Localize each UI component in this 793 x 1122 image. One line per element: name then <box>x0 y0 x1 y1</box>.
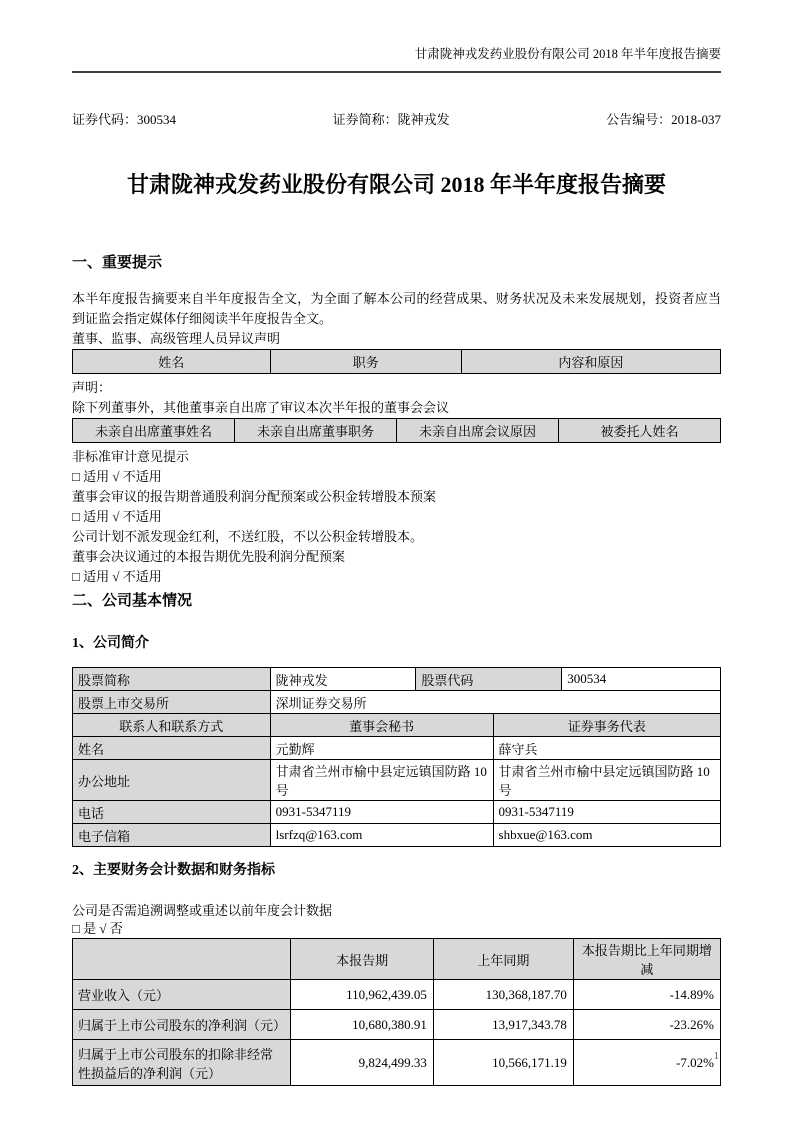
financial-heading: 2、主要财务会计数据和财务指标 <box>72 863 275 878</box>
financial-table-header-row <box>73 939 721 980</box>
table-header-cell: 董事会秘书 <box>270 714 493 737</box>
page-number: 1 <box>713 1050 719 1062</box>
intro-paragraph: 本半年度报告摘要来自半年度报告全文，为全面了解本公司的经营成果、财务状况及未来发展规划，投资者应当到证监会指定媒体仔细阅读半年度报告全文。 <box>72 291 721 326</box>
table-label-cell: 办公地址 <box>73 760 271 801</box>
table-value-cell: 甘肃省兰州市榆中县定远镇国防路 10 号 <box>270 760 493 801</box>
table-row <box>73 1010 721 1040</box>
table-value-cell: 130,368,187.70 <box>433 980 573 1010</box>
table-header-cell: 本报告期 <box>291 939 434 980</box>
table-header-cell: 本报告期比上年同期增减 <box>573 939 720 980</box>
table-value-cell: 9,824,499.33 <box>291 1040 434 1086</box>
table-value-cell: -23.26% <box>573 1010 720 1040</box>
table-value-cell: 13,917,343.78 <box>433 1010 573 1040</box>
table-row <box>73 760 721 801</box>
table-value-cell: 10,680,380.91 <box>291 1010 434 1040</box>
table-value-cell: 薛守兵 <box>493 737 720 760</box>
table-row <box>73 714 721 737</box>
table-row <box>73 1040 721 1086</box>
running-header-text: 甘肃陇神戎发药业股份有限公司 2018 年半年度报告摘要 <box>414 47 721 61</box>
table-value-cell: 300534 <box>562 668 721 691</box>
table-header-cell: 联系人和联系方式 <box>73 714 271 737</box>
table-label-cell: 归属于上市公司股东的扣除非经常性损益后的净利润（元） <box>73 1040 291 1086</box>
table-value-cell: shbxue@163.com <box>493 824 720 847</box>
table-value-cell: 甘肃省兰州市榆中县定远镇国防路 10 号 <box>493 760 720 801</box>
section1-heading: 一、重要提示 <box>72 255 163 271</box>
table-value-cell: 陇神戎发 <box>270 668 416 691</box>
table-row <box>73 737 721 760</box>
page-header <box>72 0 721 73</box>
dissent-statement-label: 董事、监事、高级管理人员异议声明 <box>72 331 281 346</box>
table-label-cell: 归属于上市公司股东的净利润（元） <box>73 1010 291 1040</box>
restatement-question: 公司是否需追溯调整或重述以前年度会计数据 <box>72 903 333 918</box>
table-header-cell: 未亲自出席董事职务 <box>235 419 397 443</box>
table-label-cell: 营业收入（元） <box>73 980 291 1010</box>
table-row <box>73 691 721 714</box>
table-label-cell: 电话 <box>73 801 271 824</box>
yes-no-choice: □ 是 √ 否 <box>72 921 123 936</box>
absence-table <box>72 418 721 443</box>
applicable-choice: □ 适用 √ 不适用 <box>72 509 162 524</box>
table-value-cell: 元勤辉 <box>270 737 493 760</box>
table-label-cell: 股票代码 <box>416 668 562 691</box>
table-header-cell: 未亲自出席董事姓名 <box>73 419 235 443</box>
dividend-plan-label: 董事会审议的报告期普通股利润分配预案或公积金转增股本预案 <box>72 489 437 504</box>
non-standard-audit-label: 非标准审计意见提示 <box>72 449 190 464</box>
table-label-cell: 电子信箱 <box>73 824 271 847</box>
dissent-table <box>72 349 721 374</box>
document-content <box>72 0 721 1086</box>
table-label-cell: 姓名 <box>73 737 271 760</box>
document-title: 甘肃陇神戎发药业股份有限公司 2018 年半年度报告摘要 <box>126 172 666 197</box>
applicable-choice: □ 适用 √ 不适用 <box>72 469 162 484</box>
meta-row <box>72 111 721 128</box>
announcement-number: 公告编号：2018-037 <box>606 112 721 127</box>
table-value-cell: 深圳证券交易所 <box>270 691 720 714</box>
table-row <box>73 824 721 847</box>
financial-indicators-table <box>72 938 721 1086</box>
table-header-cell: 证券事务代表 <box>493 714 720 737</box>
table-value-cell: 110,962,439.05 <box>291 980 434 1010</box>
dividend-note: 公司计划不派发现金红利，不送红股，不以公积金转增股本。 <box>72 529 424 544</box>
table-header-cell: 未亲自出席会议原因 <box>397 419 559 443</box>
table-header-cell: 姓名 <box>73 350 271 374</box>
table-value-cell: -14.89% <box>573 980 720 1010</box>
table-value-cell: -7.02% <box>573 1040 720 1086</box>
statement-label: 声明： <box>72 380 112 395</box>
table-header-cell: 内容和原因 <box>461 350 720 374</box>
table-value-cell: 0931-5347119 <box>493 801 720 824</box>
preferred-dividend-label: 董事会决议通过的本报告期优先股利润分配预案 <box>72 549 346 564</box>
profile-heading: 1、公司简介 <box>72 636 149 651</box>
table-row <box>73 980 721 1010</box>
table-row <box>73 801 721 824</box>
security-short-name: 证券简称：陇神戎发 <box>332 112 450 127</box>
attendance-note: 除下列董事外，其他董事亲自出席了审议本次半年报的董事会会议 <box>72 400 450 415</box>
table-label-cell: 股票上市交易所 <box>73 691 271 714</box>
table-row <box>73 668 721 691</box>
section2-heading: 二、公司基本情况 <box>72 593 193 609</box>
dissent-table-header-row <box>73 350 721 374</box>
table-value-cell: 0931-5347119 <box>270 801 493 824</box>
absence-table-header-row <box>73 419 721 443</box>
table-value-cell: lsrfzq@163.com <box>270 824 493 847</box>
table-header-cell: 职务 <box>270 350 461 374</box>
security-code: 证券代码：300534 <box>72 112 177 127</box>
company-profile-table <box>72 667 721 847</box>
table-header-cell: 被委托人姓名 <box>559 419 721 443</box>
table-value-cell: 10,566,171.19 <box>433 1040 573 1086</box>
table-header-cell: 上年同期 <box>433 939 573 980</box>
table-header-cell <box>73 939 291 980</box>
table-label-cell: 股票简称 <box>73 668 271 691</box>
applicable-choice: □ 适用 √ 不适用 <box>72 569 162 584</box>
